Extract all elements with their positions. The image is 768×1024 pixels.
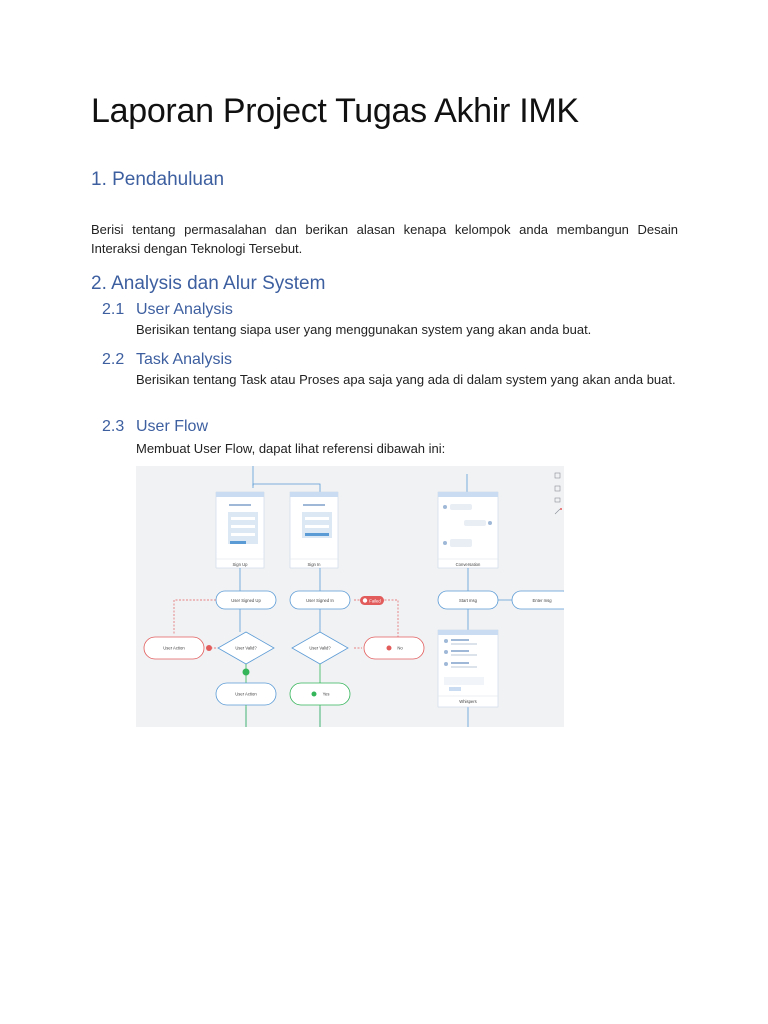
subsection-text-task-analysis: Berisikan tentang Task atau Proses apa saja yang ada di dalam system yang akan anda buat.	[136, 372, 676, 387]
success-check-icon	[243, 669, 250, 676]
top-connectors	[253, 466, 467, 492]
section-heading-analysis: 2. Analysis dan Alur System	[91, 273, 326, 294]
user-flow-svg	[136, 466, 564, 727]
svg-text:User Valid?: User Valid?	[235, 645, 257, 651]
svg-text:User Valid?: User Valid?	[309, 645, 331, 651]
node-user-valid-1	[218, 632, 274, 664]
subsection-number: 2.3	[102, 418, 125, 435]
subsection-heading-user-flow	[102, 418, 208, 436]
svg-text:No: No	[397, 645, 403, 651]
comment-icon	[555, 473, 560, 478]
node-failed-tag	[360, 596, 384, 605]
node-user-signed-up	[216, 591, 276, 609]
screen-label: Whispers	[459, 699, 477, 704]
svg-text:User Action: User Action	[235, 691, 257, 697]
svg-text:User Signed Up: User Signed Up	[231, 598, 261, 603]
svg-text:User Signed In: User Signed In	[306, 598, 334, 603]
svg-text:Yes: Yes	[322, 691, 330, 697]
subsection-heading-task-analysis	[102, 351, 232, 369]
user-flow-diagram	[136, 466, 564, 727]
subsection-heading-user-analysis	[102, 301, 233, 319]
svg-text:User Action: User Action	[163, 645, 185, 651]
subsection-number: 2.1	[102, 301, 125, 318]
node-enter-msg	[512, 591, 564, 609]
subsection-number: 2.2	[102, 351, 125, 368]
screen-sign-up	[216, 492, 264, 568]
image-icon	[555, 486, 560, 491]
screen-whispers	[438, 630, 498, 707]
section-paragraph-pendahuluan: Berisi tentang permasalahan dan berikan alasan kenapa kelompok anda membangun Desain Interaksi dengan Teknologi Tersebut.	[91, 222, 678, 256]
node-start-msg	[438, 591, 498, 609]
screen-sign-in	[290, 492, 338, 568]
edit-icon	[555, 509, 560, 514]
bottom-green-lines	[246, 705, 320, 727]
document-title: Laporan Project Tugas Akhir IMK	[91, 92, 579, 130]
section-heading-pendahuluan: 1. Pendahuluan	[91, 169, 225, 190]
subsection-title: Task Analysis	[136, 351, 233, 368]
subsection-title: User Flow	[136, 418, 209, 435]
svg-text:Start msg: Start msg	[459, 598, 477, 603]
diagram-toolbar	[555, 473, 562, 514]
layers-icon	[555, 498, 560, 502]
node-no	[364, 637, 424, 659]
error-connectors	[174, 600, 398, 648]
node-user-valid-2	[292, 632, 348, 664]
screen-label: Sign Up	[232, 562, 248, 567]
subsection-text-user-analysis: Berisikan tentang siapa user yang menggunakan system yang akan anda buat.	[136, 322, 592, 337]
svg-text:Enter msg: Enter msg	[532, 598, 552, 603]
node-user-action-left	[144, 637, 212, 659]
node-yes	[290, 683, 350, 705]
screen-conversation	[438, 492, 498, 568]
subsection-text-user-flow: Membuat User Flow, dapat lihat referensi dibawah ini:	[136, 441, 446, 456]
subsection-title: User Analysis	[136, 301, 233, 318]
node-user-signed-in	[290, 591, 350, 609]
success-connectors	[246, 664, 320, 684]
svg-text:Failed: Failed	[369, 598, 381, 604]
node-user-action-bottom	[216, 683, 276, 705]
screen-label: Conversation	[455, 562, 481, 567]
screen-label: Sign In	[307, 562, 321, 567]
